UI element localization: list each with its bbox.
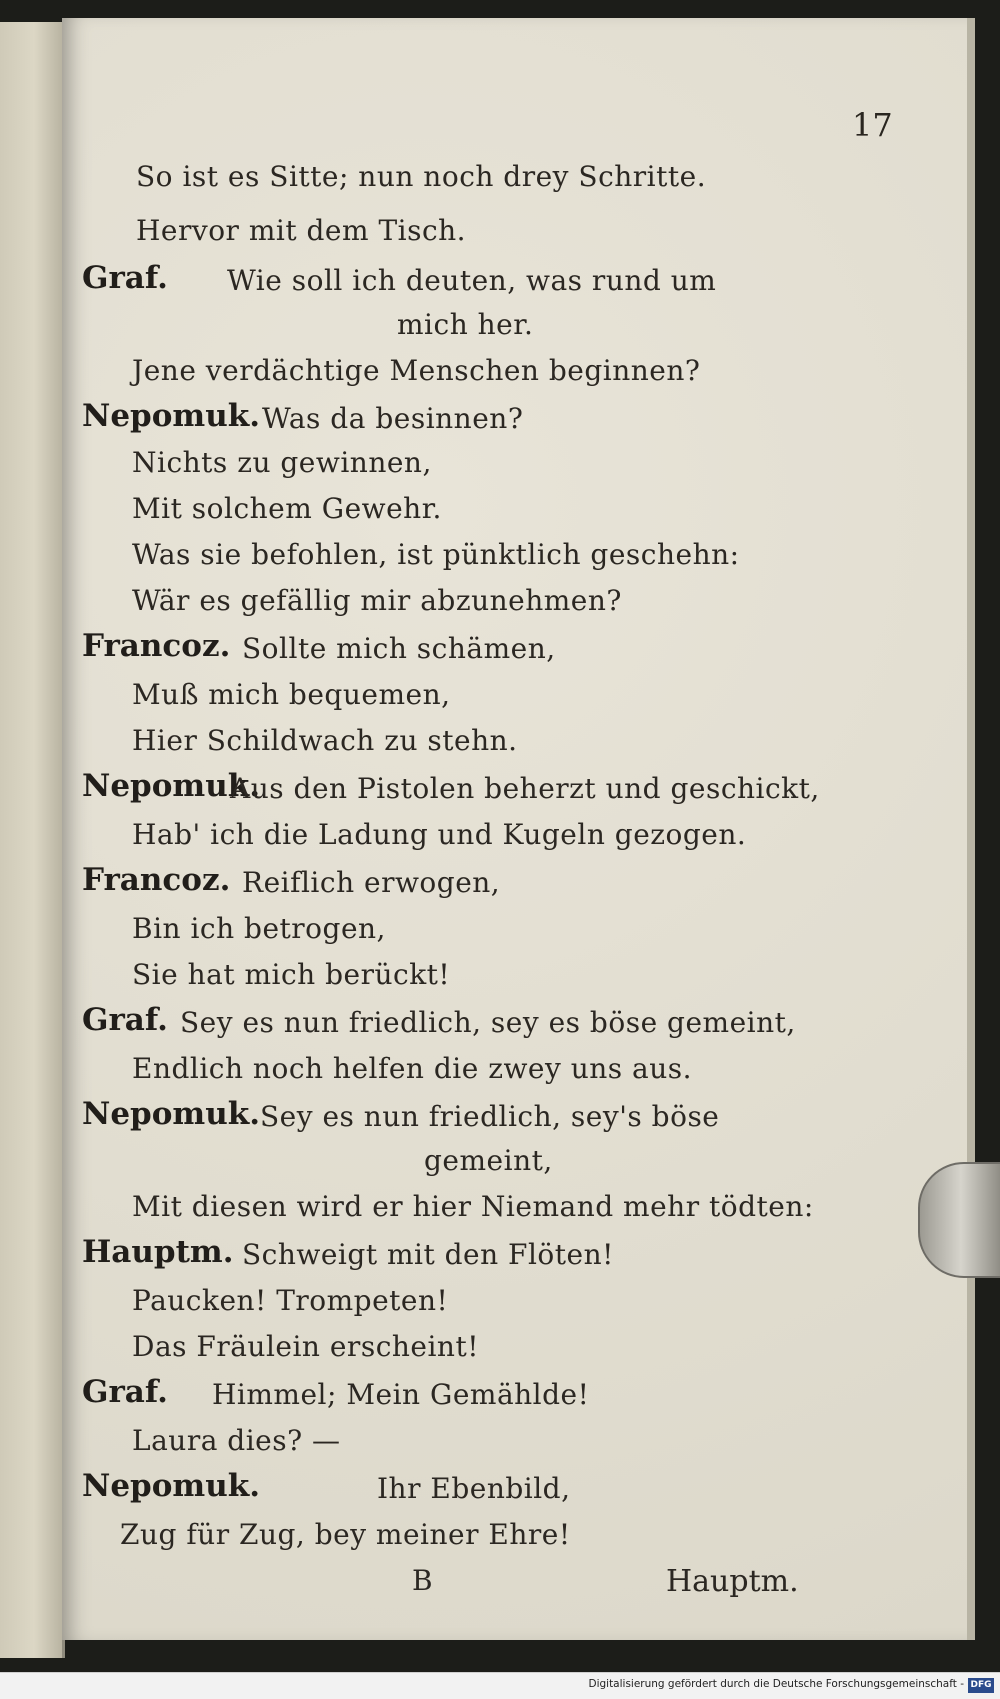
catchword: Hauptm. [666,1564,799,1599]
text-line: Sie hat mich berückt! [132,958,451,991]
dfg-logo-icon: DFG [968,1678,994,1693]
text-line: Das Fräulein erscheint! [132,1330,479,1363]
text-line: Mit diesen wird er hier Niemand mehr tödten: [132,1190,814,1223]
text-line: Sollte mich schämen, [242,632,556,665]
text-line: Wie soll ich deuten, was rund um [227,264,717,297]
speaker-label: Hauptm. [82,1234,234,1270]
text-line: Paucken! Trompeten! [132,1284,449,1317]
speaker-label: Nepomuk. [82,768,261,804]
signature-mark: B [412,1564,433,1597]
page-number: 17 [852,106,893,144]
text-line: mich her. [397,308,534,341]
speaker-label: Nepomuk. [82,398,261,434]
speaker-label: Graf. [82,1374,168,1410]
text-line: Muß mich bequemen, [132,678,451,711]
text-line: Endlich noch helfen die zwey uns aus. [132,1052,693,1085]
text-line: Schweigt mit den Flöten! [242,1238,614,1271]
text-line: Laura dies? — [132,1424,341,1457]
text-line: Hab' ich die Ladung und Kugeln gezogen. [132,818,747,851]
text-line: Wär es gefällig mir abzunehmen? [132,584,622,617]
text-line: Hervor mit dem Tisch. [136,214,467,247]
speaker-label: Graf. [82,260,168,296]
funding-credit: Digitalisierung gefördert durch die Deutsche Forschungsgemeinschaft - [588,1678,964,1690]
speaker-label: Nepomuk. [82,1096,261,1132]
speaker-label: Francoz. [82,628,231,664]
text-line: Hier Schildwach zu stehn. [132,724,518,757]
text-line: gemeint, [424,1144,553,1177]
facing-page-edge [0,22,65,1658]
text-line: Nichts zu gewinnen, [132,446,432,479]
text-line: Himmel; Mein Gemählde! [212,1378,590,1411]
book-page [62,18,975,1640]
speaker-label: Graf. [82,1002,168,1038]
text-line: So ist es Sitte; nun noch drey Schritte. [136,160,707,193]
text-line: Aus den Pistolen beherzt und geschickt, [230,772,820,805]
speaker-label: Francoz. [82,862,231,898]
text-line: Ihr Ebenbild, [377,1472,571,1505]
text-line: Bin ich betrogen, [132,912,386,945]
speaker-label: Nepomuk. [82,1468,261,1504]
text-line: Sey es nun friedlich, sey es böse gemeint, [180,1006,796,1039]
text-line: Was sie befohlen, ist pünktlich geschehn: [132,538,740,571]
text-line: Was da besinnen? [262,402,524,435]
footer-bar [0,1672,1000,1699]
text-line: Zug für Zug, bey meiner Ehre! [120,1518,571,1551]
page-clip [918,1162,1000,1278]
text-line: Reiflich erwogen, [242,866,501,899]
text-line: Jene verdächtige Menschen beginnen? [132,354,701,387]
text-line: Mit solchem Gewehr. [132,492,442,525]
text-line: Sey es nun friedlich, sey's böse [260,1100,720,1133]
